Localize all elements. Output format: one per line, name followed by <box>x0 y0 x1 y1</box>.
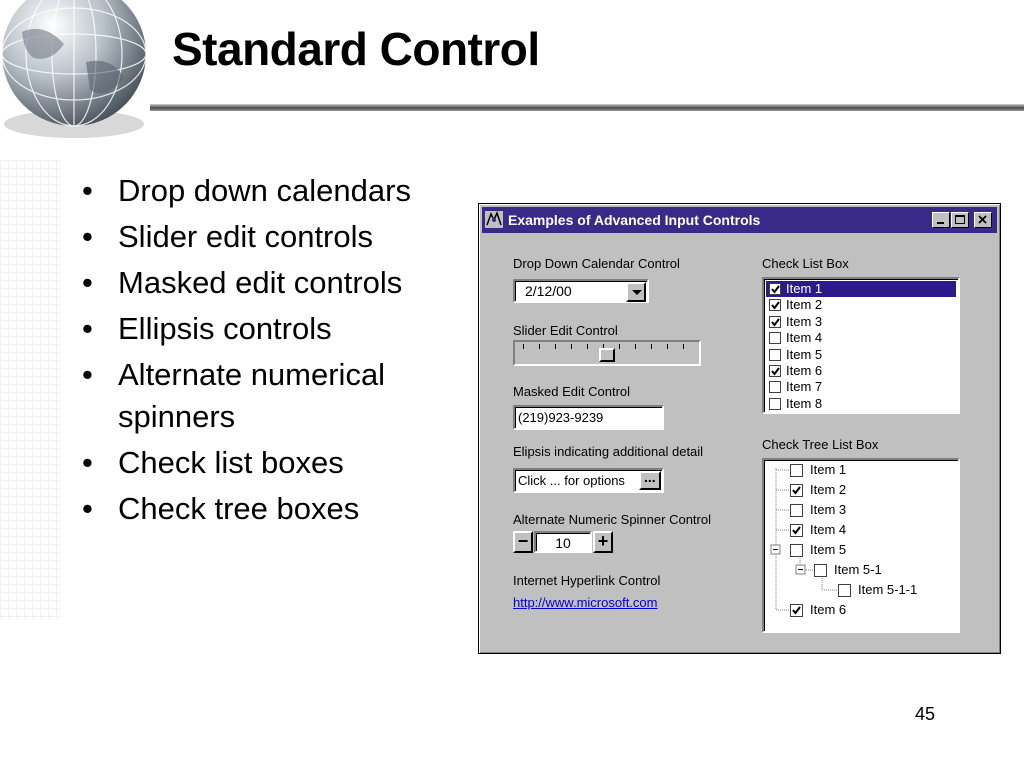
slider-edit-control[interactable] <box>513 340 701 366</box>
checkbox[interactable] <box>790 544 803 557</box>
calendar-dropdown-button[interactable] <box>626 282 646 302</box>
check-list-item[interactable] <box>766 363 956 379</box>
ellipsis-input[interactable] <box>513 468 664 493</box>
maximize-icon <box>954 215 966 225</box>
checkbox[interactable] <box>790 504 803 517</box>
bullet-item: • Alternate numerical spinners <box>82 357 386 434</box>
checkbox[interactable] <box>769 365 781 377</box>
app-icon <box>485 211 503 228</box>
spinner-value: 10 <box>555 535 571 551</box>
chevron-down-icon <box>631 289 643 297</box>
bullet-item: • Check list boxes <box>82 445 344 480</box>
checkbox[interactable] <box>838 584 851 597</box>
masked-edit-input[interactable] <box>513 405 664 430</box>
bullet-item: • Check tree boxes <box>82 491 360 526</box>
slider-label: Slider Edit Control <box>513 323 618 338</box>
hyperlink-label: Internet Hyperlink Control <box>513 573 661 588</box>
tree-item-label: Item 4 <box>810 522 847 537</box>
check-list-item[interactable] <box>766 347 956 363</box>
checkbox[interactable] <box>769 283 781 295</box>
check-list-label: Check List Box <box>762 256 849 271</box>
check-list-item-label: Item 4 <box>786 330 823 346</box>
checkbox[interactable] <box>790 484 803 497</box>
minimize-button[interactable] <box>932 212 950 228</box>
close-button[interactable] <box>974 212 992 228</box>
check-list-item-label: Item 2 <box>786 297 823 313</box>
decorative-grid <box>0 160 60 620</box>
spinner-decrement-button[interactable]: − <box>513 531 533 553</box>
check-list-item[interactable] <box>766 379 956 395</box>
checkbox[interactable] <box>769 381 781 393</box>
tree-item-label: Item 3 <box>810 502 847 517</box>
checkbox[interactable] <box>790 524 803 537</box>
checkbox[interactable] <box>769 398 781 410</box>
checkbox[interactable] <box>790 604 803 617</box>
check-tree-list-box[interactable] <box>762 458 960 633</box>
dialog-title: Examples of Advanced Input Controls <box>508 212 761 228</box>
masked-edit-label: Masked Edit Control <box>513 384 631 399</box>
check-tree-label: Check Tree List Box <box>762 437 879 452</box>
check-list-item-label: Item 5 <box>786 346 823 362</box>
check-list-item[interactable] <box>766 297 956 313</box>
check-list-item-label: Item 3 <box>786 313 823 329</box>
check-list-item[interactable] <box>766 281 956 297</box>
slider-thumb[interactable] <box>599 348 615 362</box>
title-divider <box>150 104 1024 111</box>
bullet-item: • Slider edit controls <box>82 219 374 254</box>
checkbox[interactable] <box>790 464 803 477</box>
tree-item-label: Item 5-1 <box>834 562 882 577</box>
hyperlink[interactable]: http://www.microsoft.com <box>513 595 658 610</box>
check-list-item-label: Item 7 <box>786 379 823 395</box>
checkbox[interactable] <box>769 299 781 311</box>
tree-item-label: Item 5-1-1 <box>858 582 918 597</box>
tree-item-label: Item 6 <box>810 602 847 617</box>
minimize-icon <box>935 215 947 225</box>
tree-item-label: Item 5 <box>810 542 847 557</box>
check-list-item[interactable] <box>766 330 956 346</box>
dialog-titlebar[interactable] <box>482 207 997 233</box>
masked-edit-value: (219)923-9239 <box>518 410 604 425</box>
check-list-item-label: Item 6 <box>786 363 823 378</box>
page-number: 45 <box>915 704 936 724</box>
calendar-label: Drop Down Calendar Control <box>513 256 680 271</box>
close-icon <box>977 215 989 225</box>
bullet-item: • Masked edit controls <box>82 265 403 300</box>
ellipsis-label: Elipsis indicating additional detail <box>513 444 704 459</box>
check-list-item-label: Item 8 <box>786 395 823 411</box>
ellipsis-value: Click ... for options <box>518 473 625 488</box>
check-list-item[interactable] <box>766 396 956 412</box>
bullet-list <box>78 170 463 534</box>
check-list-item-label: Item 1 <box>786 281 823 296</box>
maximize-button[interactable] <box>951 212 969 228</box>
checkbox[interactable] <box>769 316 781 328</box>
bullet-item: • Drop down calendars <box>82 173 411 208</box>
ellipsis-button[interactable]: ... <box>639 471 661 490</box>
tree-item-label: Item 2 <box>810 482 847 497</box>
checkbox[interactable] <box>769 332 781 344</box>
bullet-item: • Ellipsis controls <box>82 311 332 346</box>
calendar-combo[interactable] <box>513 279 649 303</box>
check-list-item[interactable] <box>766 314 956 330</box>
spinner-input[interactable] <box>534 531 592 553</box>
slide-title: Standard Control <box>172 23 540 75</box>
tree-item-label: Item 1 <box>810 462 847 477</box>
checkbox[interactable] <box>769 349 781 361</box>
spinner-increment-button[interactable]: + <box>593 531 613 553</box>
calendar-value: 2/12/00 <box>525 283 572 299</box>
checkbox[interactable] <box>814 564 827 577</box>
check-list-box[interactable] <box>762 277 960 414</box>
globe-logo-icon <box>0 0 154 142</box>
spinner-label: Alternate Numeric Spinner Control <box>513 512 711 527</box>
